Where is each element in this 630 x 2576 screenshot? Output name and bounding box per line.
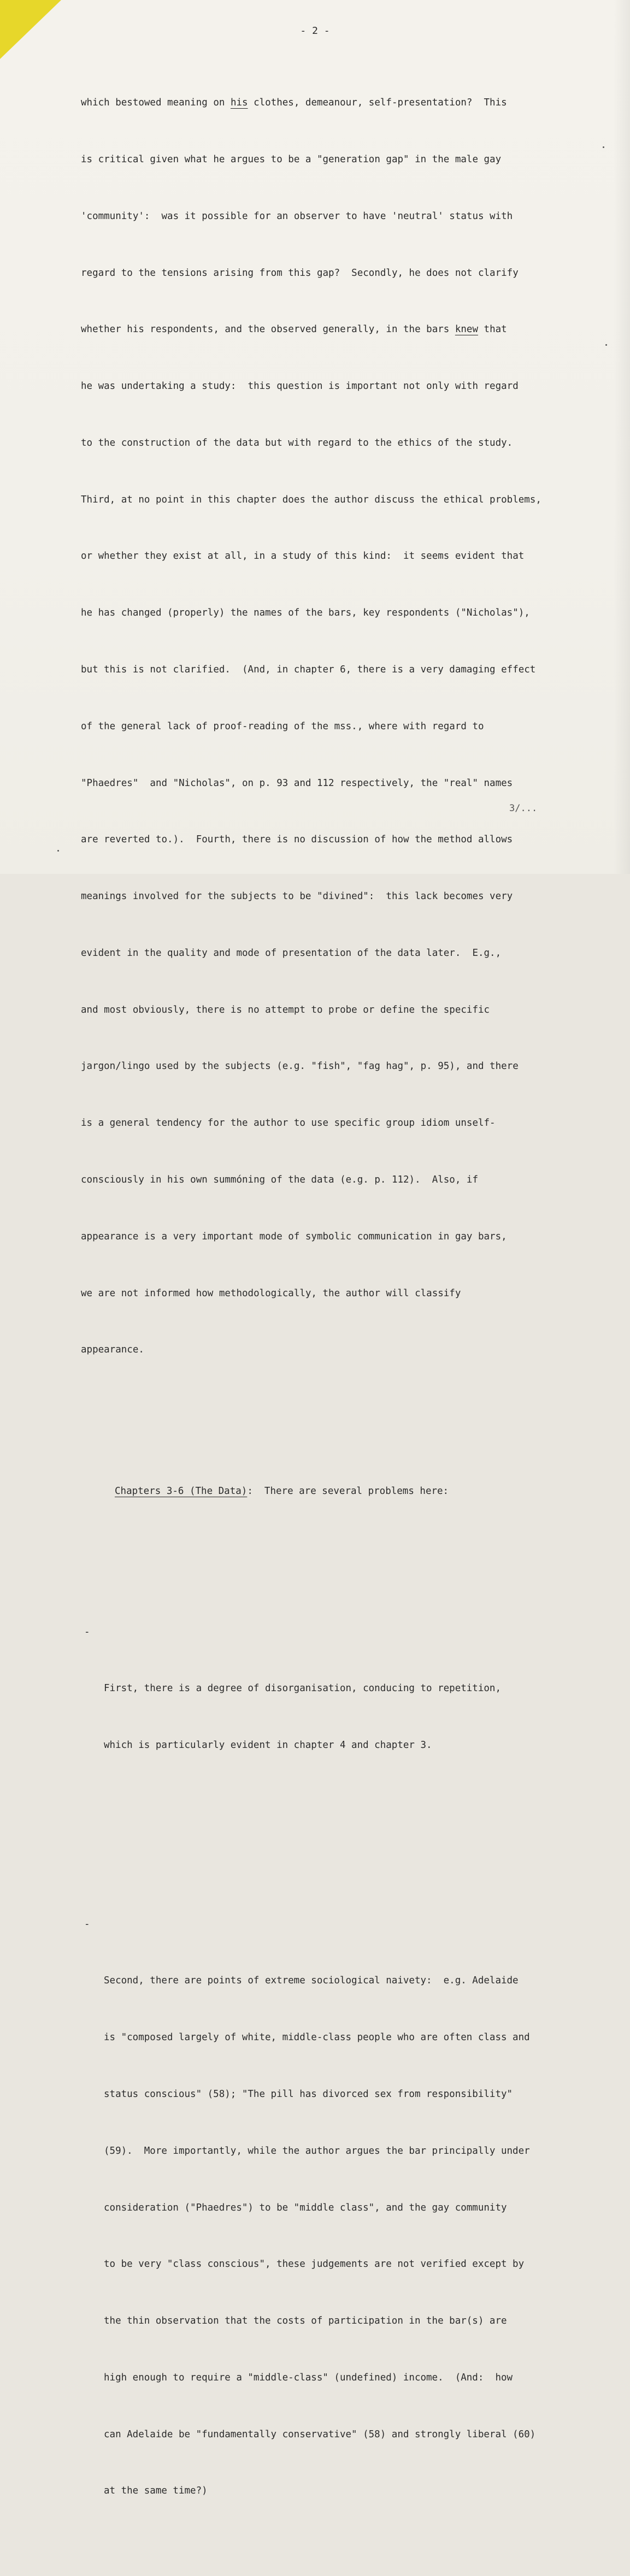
text-line: status conscious" (58); "The pill has divorced sex from responsibility": [104, 2088, 513, 2100]
text-line: 'community': was it possible for an observer to have 'neutral' status with: [81, 210, 513, 222]
text-line: consideration ("Phaedres") to be "middle class", and the gay community: [104, 2202, 507, 2213]
text-segment: that: [478, 324, 507, 335]
text-line: is critical given what he argues to be a "generation gap" in the male gay: [81, 153, 502, 165]
paragraph-gap: [81, 1850, 573, 1858]
section-heading: [81, 1482, 573, 1501]
text-line: which is particularly evident in chapter 4 and chapter 3.: [104, 1740, 432, 1751]
underlined-word: knew: [455, 324, 478, 335]
text-line: (59). More importantly, while the author argues the bar principally under: [104, 2145, 530, 2156]
text-line: First, there is a degree of disorganisation, conducing to repetition,: [104, 1683, 501, 1694]
text-line: or whether they exist at all, in a study of this kind: it seems evident that: [81, 551, 525, 562]
text-line: high enough to require a "middle-class" (undefined) income. (And: how: [104, 2372, 513, 2383]
text-line: the thin observation that the costs of participation in the bar(s) are: [104, 2315, 507, 2327]
text-segment: which bestowed meaning on: [81, 97, 231, 109]
text-line: jargon/lingo used by the subjects (e.g. "fish", "fag hag", p. 95), and there: [81, 1061, 519, 1072]
body-text: [81, 56, 573, 2576]
text-segment: whether his respondents, and the observed generally, in the bars: [81, 324, 455, 335]
text-line: but this is not clarified. (And, in chapter 6, there is a very damaging effect: [81, 664, 536, 675]
text-line: [81, 320, 573, 339]
text-line: is "composed largely of white, middle-class people who are often class and: [104, 2032, 530, 2043]
text-line: to the construction of the data but with regard to the ethics of the study.: [81, 437, 513, 448]
text-line: [81, 93, 573, 113]
text-line: evident in the quality and mode of presentation of the data later. E.g.,: [81, 947, 502, 959]
text-segment: clothes, demeanour, self-presentation? This: [248, 97, 507, 109]
text-line: and most obviously, there is no attempt to probe or define the specific: [81, 1004, 490, 1015]
page-speck: [57, 850, 59, 852]
text-line: appearance is a very important mode of symbolic communication in gay bars,: [81, 1231, 507, 1242]
text-line: meanings involved for the subjects to be "divined": this lack becomes very: [81, 891, 513, 902]
text-line: are reverted to.). Fourth, there is no discussion of how the method allows: [81, 834, 513, 846]
text-line: is a general tendency for the author to use specific group idiom unself-: [81, 1118, 496, 1129]
bullet-item: [81, 1915, 573, 2539]
bullet-dash: -: [84, 1626, 90, 1638]
text-line: Second, there are points of extreme sociological naivety: e.g. Adelaide: [104, 1975, 519, 1987]
page-speck: [603, 146, 604, 148]
underlined-word: his: [230, 97, 248, 109]
bullet-item: [81, 1623, 573, 1793]
text-line: can Adelaide be "fundamentally conservative" (58) and strongly liberal (60): [104, 2429, 536, 2440]
text-line: of the general lack of proof-reading of the mss., where with regard to: [81, 720, 484, 732]
text-line: "Phaedres" and "Nicholas", on p. 93 and 112 respectively, the "real" names: [81, 777, 513, 789]
text-line: he has changed (properly) the names of the bars, key respondents ("Nicholas"),: [81, 607, 530, 619]
text-line: we are not informed how methodologically, the author will classify: [81, 1287, 461, 1299]
paragraph-gap: [81, 1557, 573, 1566]
text-line: at the same time?): [104, 2485, 208, 2497]
continuation-marker: 3/...: [509, 803, 538, 814]
text-line: regard to the tensions arising from this gap? Secondly, he does not clarify: [81, 267, 519, 279]
paragraph-gap: [81, 1416, 573, 1425]
text-line: to be very "class conscious", these judgements are not verified except by: [104, 2259, 525, 2270]
section-heading-rest: : There are several problems here:: [247, 1485, 449, 1497]
page-number: - 2 -: [300, 25, 330, 37]
text-line: he was undertaking a study: this question is important not only with regard: [81, 381, 519, 392]
text-line: consciously in his own summóning of the data (e.g. p. 112). Also, if: [81, 1174, 478, 1186]
page-speck: [605, 344, 607, 346]
text-line: appearance.: [81, 1344, 144, 1356]
text-line: Third, at no point in this chapter does the author discuss the ethical problems,: [81, 494, 541, 505]
bullet-dash: -: [84, 1918, 90, 1930]
section-heading-title: Chapters 3-6 (The Data): [115, 1485, 248, 1497]
